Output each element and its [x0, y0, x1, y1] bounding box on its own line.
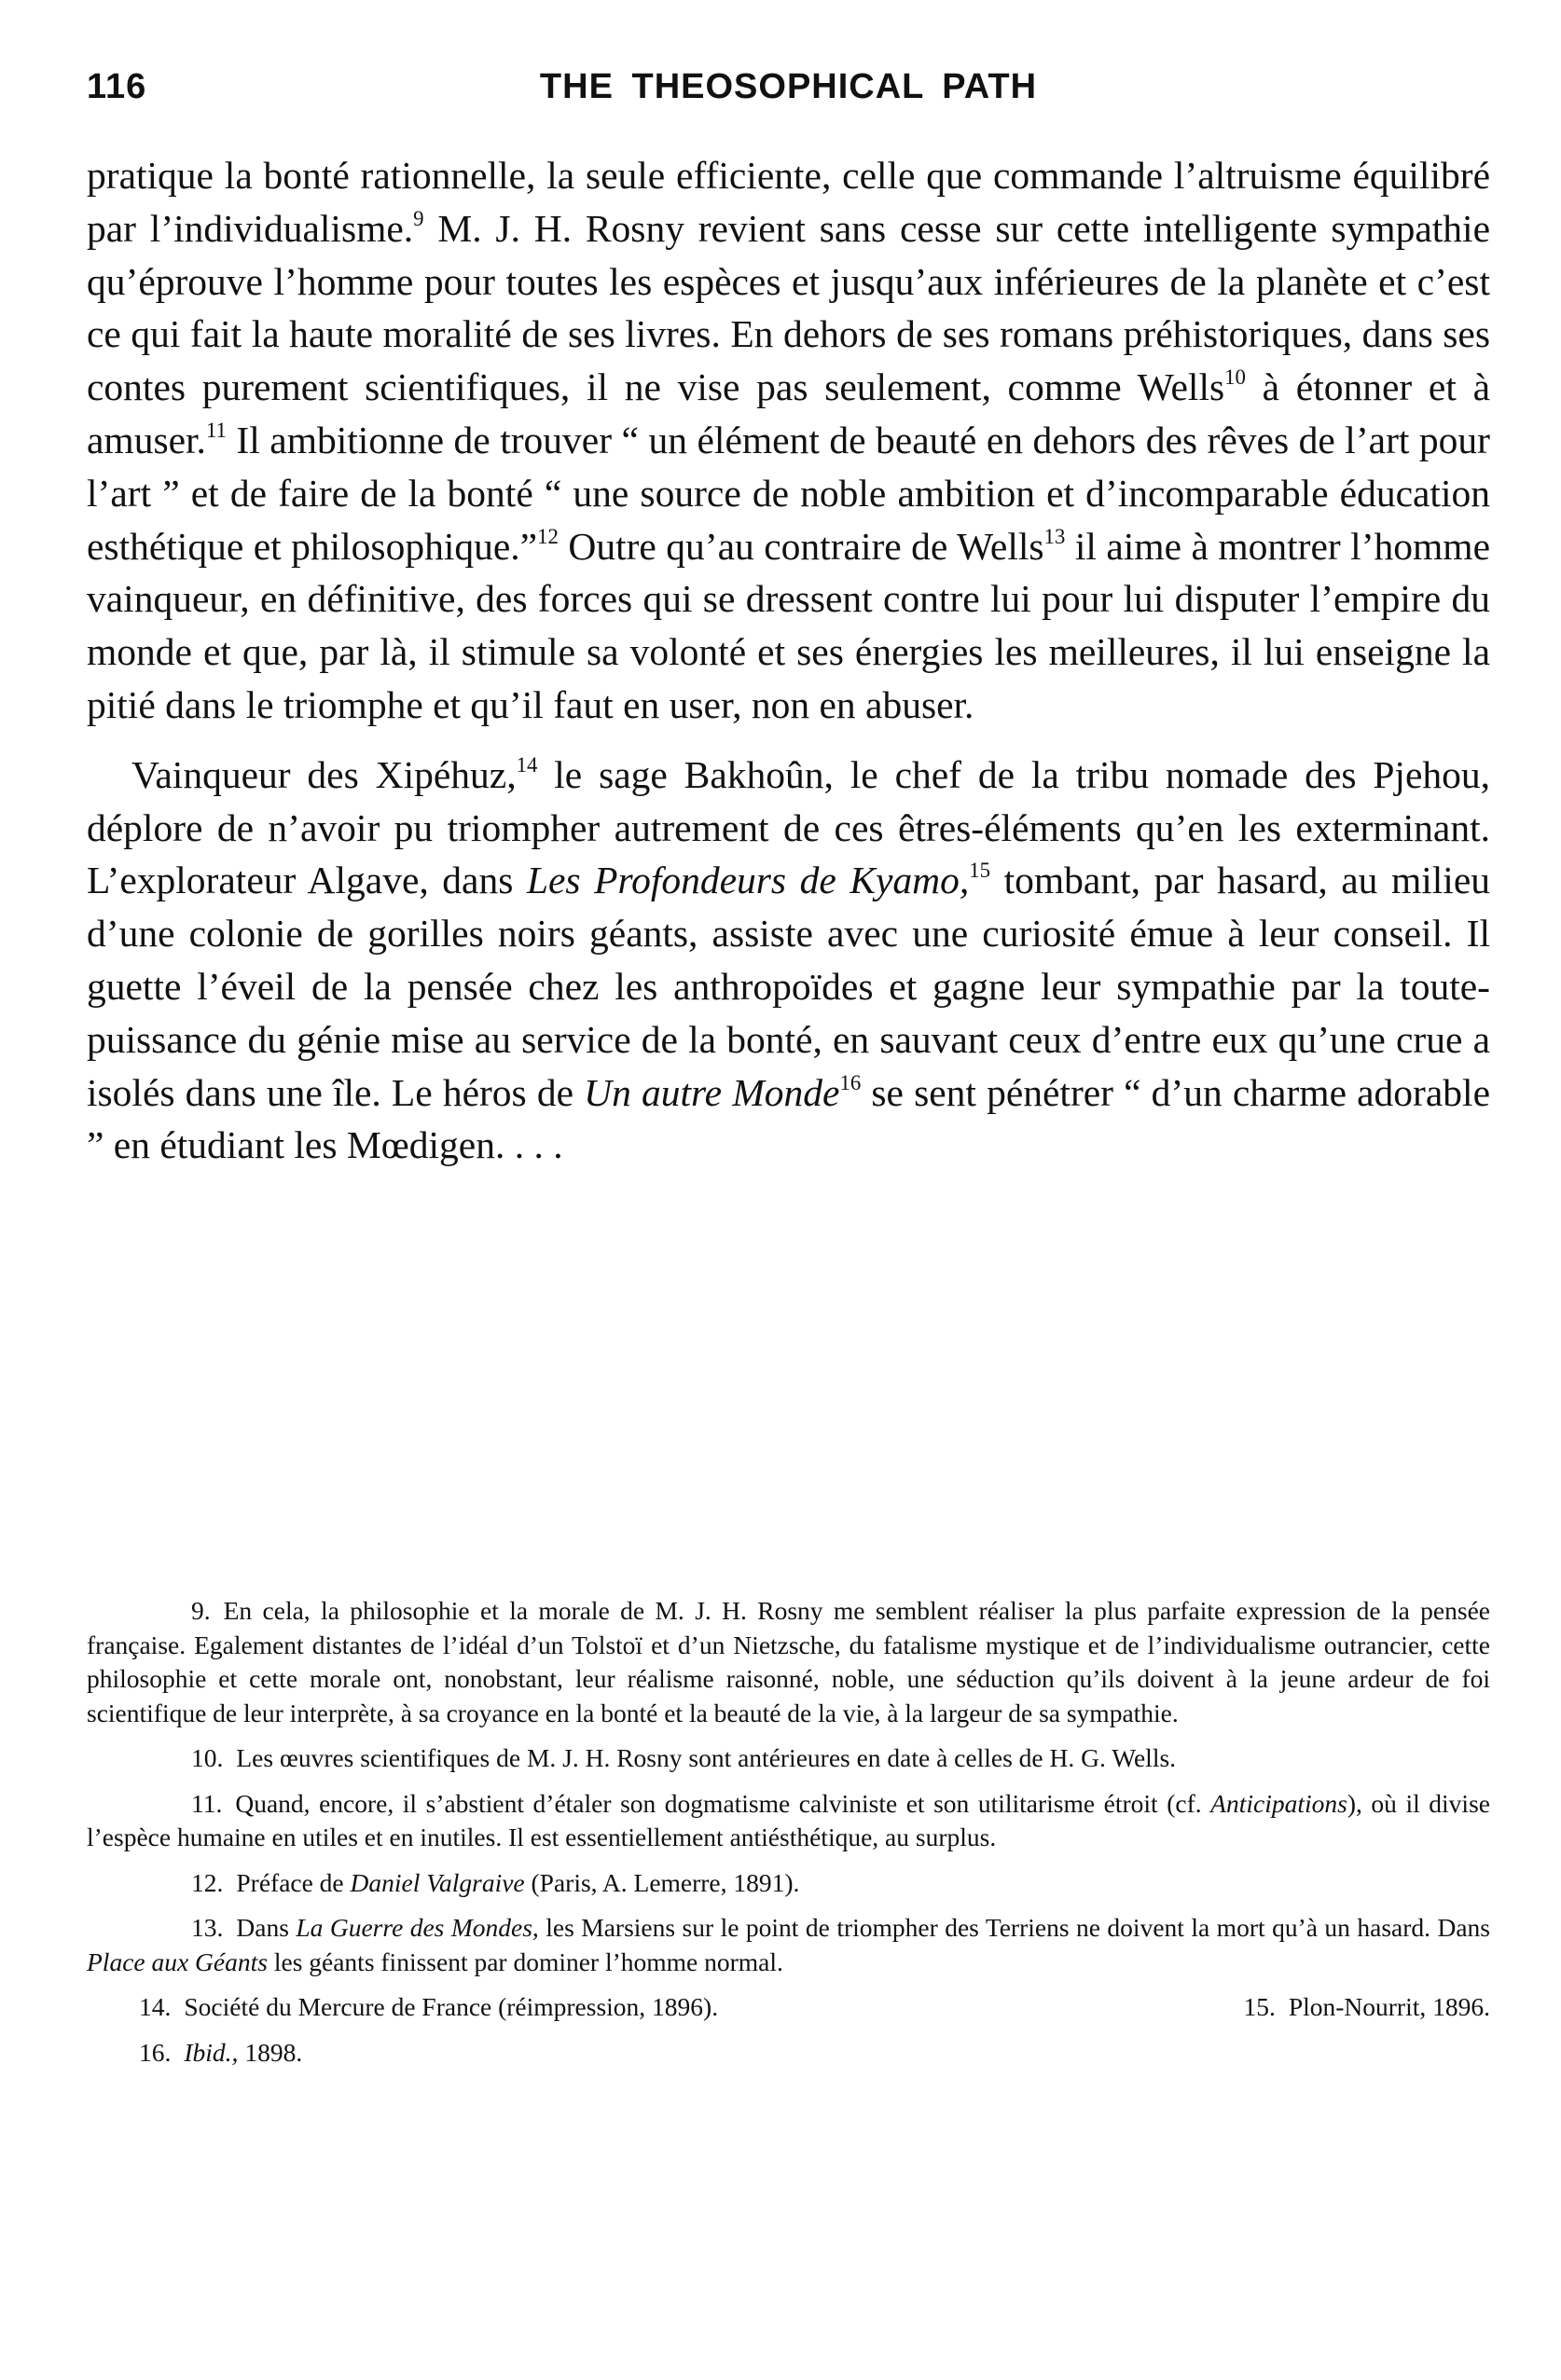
- main-text: [87, 149, 1490, 1172]
- footnote-text: les géants finissent par dominer l’homme normal.: [267, 1947, 783, 1976]
- book-title-kyamo: Les Profondeurs de Kyamo,: [526, 859, 970, 902]
- footnote-9: [87, 1594, 1490, 1730]
- footnote-14: [139, 1990, 718, 2025]
- footnote-number: 13.: [191, 1913, 224, 1942]
- footnote-text: ), où il divise l’espèce humaine en utiles et en inutiles. Il est essentiellement antiésthétique, au surplus.: [87, 1788, 1490, 1851]
- text-span: M. J. H. Rosny revient sans cesse sur cette intelligente sympathie qu’éprouve l’homme pour toutes les espèces et jusqu’aux inférieures de la planète et c’est ce qui fait la haute moralité de ses livres. En dehors de ses romans préhistoriques, dans ses contes purement scientifiques, il ne vise pas seulement, comme Wells: [87, 206, 1490, 409]
- footnote-ref-16[interactable]: 16: [839, 1070, 862, 1094]
- footnote-text: Préface de: [236, 1867, 351, 1897]
- footnote-number: 14.: [139, 1992, 172, 2021]
- paragraph-1: [87, 149, 1490, 732]
- text-span: Il ambitionne de trouver “ un élément de beauté en dehors des rêves de l’art pour l’art ” et de faire de la bonté “ une source de noble ambition et d’incomparable éducation esthétique et philosophique.”: [87, 418, 1490, 568]
- text-span: Outre qu’au contraire de Wells: [558, 524, 1044, 568]
- running-header: [87, 67, 1490, 114]
- footnote-text: Société du Mercure de France (réimpression, 1896).: [184, 1992, 719, 2021]
- book-title-anticipations: Anticipations: [1210, 1788, 1347, 1818]
- text-span: se sent pénétrer “ d’un charme adorable ” en étudiant les Mœdigen. . . .: [87, 1070, 1490, 1167]
- footnote-11: [87, 1787, 1490, 1855]
- footnotes: [87, 1594, 1490, 2081]
- footnote-text: Les œuvres scientifiques de M. J. H. Rosny sont antérieures en date à celles de H. G. Wells.: [236, 1743, 1177, 1772]
- ibid-abbrev: Ibid.,: [184, 2037, 239, 2067]
- text-span: il aime à montrer l’homme vainqueur, en définitive, des forces qui se dressent contre lui pour lui disputer l’empire du monde et que, par là, il stimule sa volonté et ses énergies les meilleures, il lui enseigne la pitié dans le triomphe et qu’il faut en user, non en abuser.: [87, 524, 1490, 726]
- footnote-10: [87, 1741, 1490, 1776]
- footnote-text: Quand, encore, il s’abstient d’étaler son dogmatisme calviniste et son utilitarisme étroit (cf.: [235, 1788, 1211, 1818]
- footnote-row-16: [87, 2036, 1490, 2070]
- footnote-ref-9[interactable]: 9: [413, 206, 424, 230]
- footnote-ref-15[interactable]: 15: [969, 859, 991, 883]
- footnote-number: 10.: [191, 1743, 224, 1772]
- text-span: pratique la bonté rationnelle, la seule efficiente, celle que commande l’altruisme équilibré par l’individualisme.: [87, 154, 1490, 250]
- footnote-ref-12[interactable]: 12: [537, 524, 559, 548]
- book-title-autre-monde: Un autre Monde: [584, 1070, 840, 1114]
- footnote-text: Dans: [236, 1913, 297, 1942]
- paragraph-2: [87, 749, 1490, 1172]
- footnote-ref-14[interactable]: 14: [516, 752, 538, 777]
- text-span: Vainqueur des Xipéhuz,: [131, 752, 517, 796]
- footnote-number: 9.: [191, 1596, 211, 1625]
- footnote-text: 1898.: [238, 2037, 303, 2067]
- footnote-ref-13[interactable]: 13: [1043, 524, 1066, 548]
- text-span: tombant, par hasard, au milieu d’une colonie de gorilles noirs géants, assiste avec une curiosité émue à leur conseil. Il guette l’éveil de la pensée chez les anthropoïdes et gagne leur sympathie par la toute-puissance du génie mise au service de la bonté, en sauvant ceux d’entre eux qu’une crue a isolés dans une île. Le héros de: [87, 859, 1490, 1114]
- footnote-number: 11.: [191, 1788, 223, 1818]
- footnote-number: 16.: [139, 2037, 172, 2067]
- footnote-12: [87, 1866, 1490, 1901]
- footnote-text: (Paris, A. Lemerre, 1891).: [524, 1867, 800, 1897]
- footnote-ref-10[interactable]: 10: [1224, 365, 1246, 390]
- footnote-text: Plon-Nourrit, 1896.: [1288, 1992, 1490, 2021]
- footnote-13: [87, 1911, 1490, 1979]
- text-span: à étonner et à amuser.: [87, 365, 1490, 461]
- footnote-16: [139, 2036, 302, 2070]
- page-number: 116: [87, 67, 147, 106]
- book-title-valgraive: Daniel Valgraive: [350, 1867, 525, 1897]
- book-title-guerre-des-mondes: La Guerre des Mondes,: [296, 1913, 539, 1942]
- footnote-ref-11[interactable]: 11: [205, 418, 227, 442]
- footnote-row-14-15: [87, 1990, 1490, 2025]
- footnote-number: 15.: [1243, 1992, 1276, 2021]
- running-title: THE THEOSOPHICAL PATH: [539, 67, 1038, 106]
- footnote-15: [1243, 1990, 1490, 2025]
- book-title-place-aux-geants: Place aux Géants: [87, 1947, 268, 1976]
- footnote-text: les Marsiens sur le point de triompher des Terriens ne doivent la mort qu’à un hasard. Dans: [538, 1913, 1490, 1942]
- text-span: le sage Bakhoûn, le chef de la tribu nomade des Pjehou, déplore de n’avoir pu triompher autrement de ces êtres-éléments qu’en les exterminant. L’explorateur Algave, dans: [87, 752, 1490, 902]
- footnote-number: 12.: [191, 1867, 224, 1897]
- footnote-text: En cela, la philosophie et la morale de M. J. H. Rosny me semblent réaliser la plus parfaite expression de la pensée française. Egalement distantes de l’idéal d’un Tolstoï et d’un Nietzsche, du fatalisme mystique et de l’individualisme outrancier, cette philosophie et cette morale ont, nonobstant, leur réalisme raisonné, noble, une séduction qu’ils doivent à la jeune ardeur de foi scientifique de leur interprète, à sa croyance en la bonté et la beauté de la vie, à la largeur de sa sympathie.: [87, 1596, 1490, 1727]
